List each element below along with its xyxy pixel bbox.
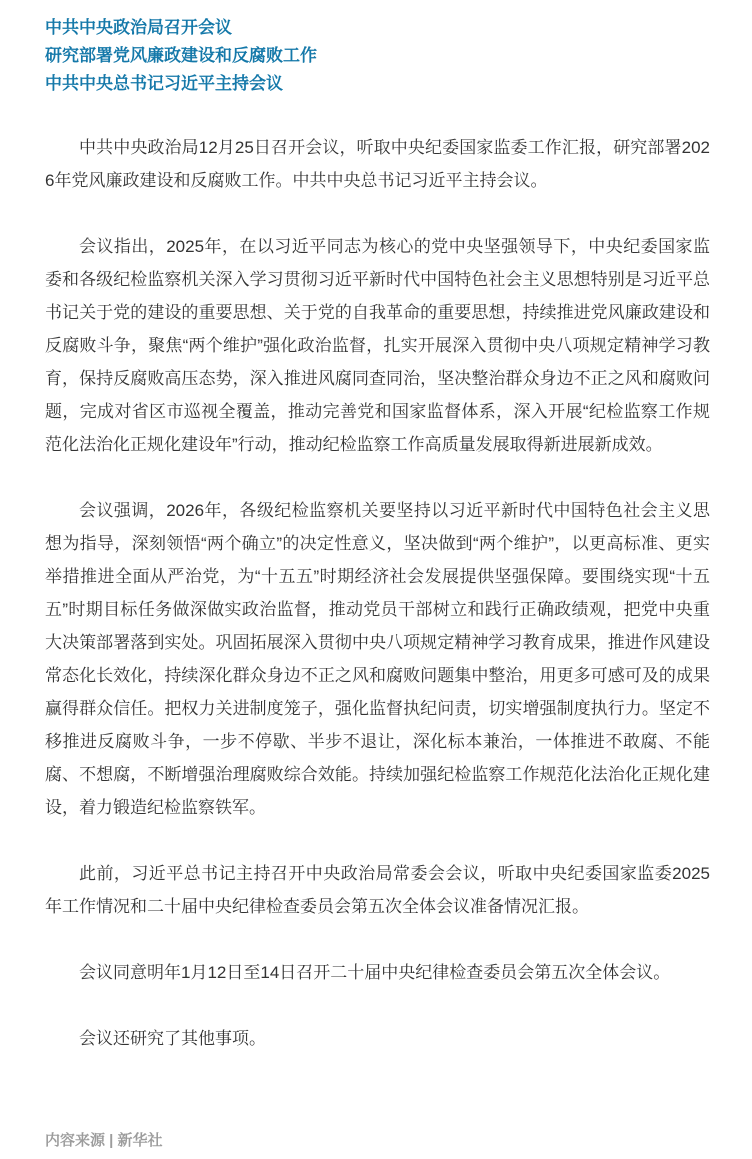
paragraph-standing-committee: 此前，习近平总书记主持召开中央政治局常委会会议，听取中央纪委国家监委2025年工作情况和二十届中央纪律检查委员会第五次全体会议准备情况汇报。 bbox=[45, 864, 710, 916]
paragraph-plenary-session-date: 会议同意明年1月12日至14日召开二十届中央纪律检查委员会第五次全体会议。 bbox=[79, 963, 671, 982]
paragraph-other-matters: 会议还研究了其他事项。 bbox=[79, 1029, 266, 1048]
paragraph-lead: 中共中央政治局12月25日召开会议，听取中央纪委国家监委工作汇报，研究部署2026年党风廉政建设和反腐败工作。中共中央总书记习近平主持会议。 bbox=[45, 138, 710, 190]
article-body bbox=[45, 131, 710, 1088]
source-label: 内容来源 | 新华社 bbox=[45, 1132, 163, 1149]
paragraph-plan-2026: 会议强调，2026年，各级纪检监察机关要坚持以习近平新时代中国特色社会主义思想为指导，深刻领悟“两个确立”的决定性意义，坚决做到“两个维护”，以更高标准、更实举措推进全面从严治党，为“十五五”时期经济社会发展提供坚强保障。要围绕实现“十五五”时期目标任务做深做实政治监督，推动党员干部树立和践行正确政绩观，把党中央重大决策部署落到实处。巩固拓展深入贯彻中央八项规定精神学习教育成果，推进作风建设常态化长效化，持续深化群众身边不正之风和腐败问题集中整治，用更多可感可及的成果赢得群众信任。把权力关进制度笼子，强化监督执纪问责，切实增强制度执行力。坚定不移推进反腐败斗争，一步不停歇、半步不退让，深化标本兼治，一体推进不敢腐、不能腐、不想腐，不断增强治理腐败综合效能。持续加强纪检监察工作规范化法治化正规化建设，着力锻造纪检监察铁军。 bbox=[45, 501, 710, 817]
title-line-2: 研究部署党风廉政建设和反腐败工作 bbox=[45, 46, 317, 65]
article-title bbox=[45, 14, 710, 98]
title-line-3: 中共中央总书记习近平主持会议 bbox=[45, 74, 283, 93]
title-line-1: 中共中央政治局召开会议 bbox=[45, 18, 232, 37]
paragraph-review-2025: 会议指出，2025年，在以习近平同志为核心的党中央坚强领导下，中央纪委国家监委和各级纪检监察机关深入学习贯彻习近平新时代中国特色社会主义思想特别是习近平总书记关于党的建设的重要思想、关于党的自我革命的重要思想，持续推进党风廉政建设和反腐败斗争，聚焦“两个维护”强化政治监督，扎实开展深入贯彻中央八项规定精神学习教育，保持反腐败高压态势，深入推进风腐同查同治，坚决整治群众身边不正之风和腐败问题，完成对省区市巡视全覆盖，推动完善党和国家监督体系，深入开展“纪检监察工作规范化法治化正规化建设年”行动，推动纪检监察工作高质量发展取得新进展新成效。 bbox=[45, 237, 710, 454]
content-source bbox=[45, 1133, 710, 1149]
